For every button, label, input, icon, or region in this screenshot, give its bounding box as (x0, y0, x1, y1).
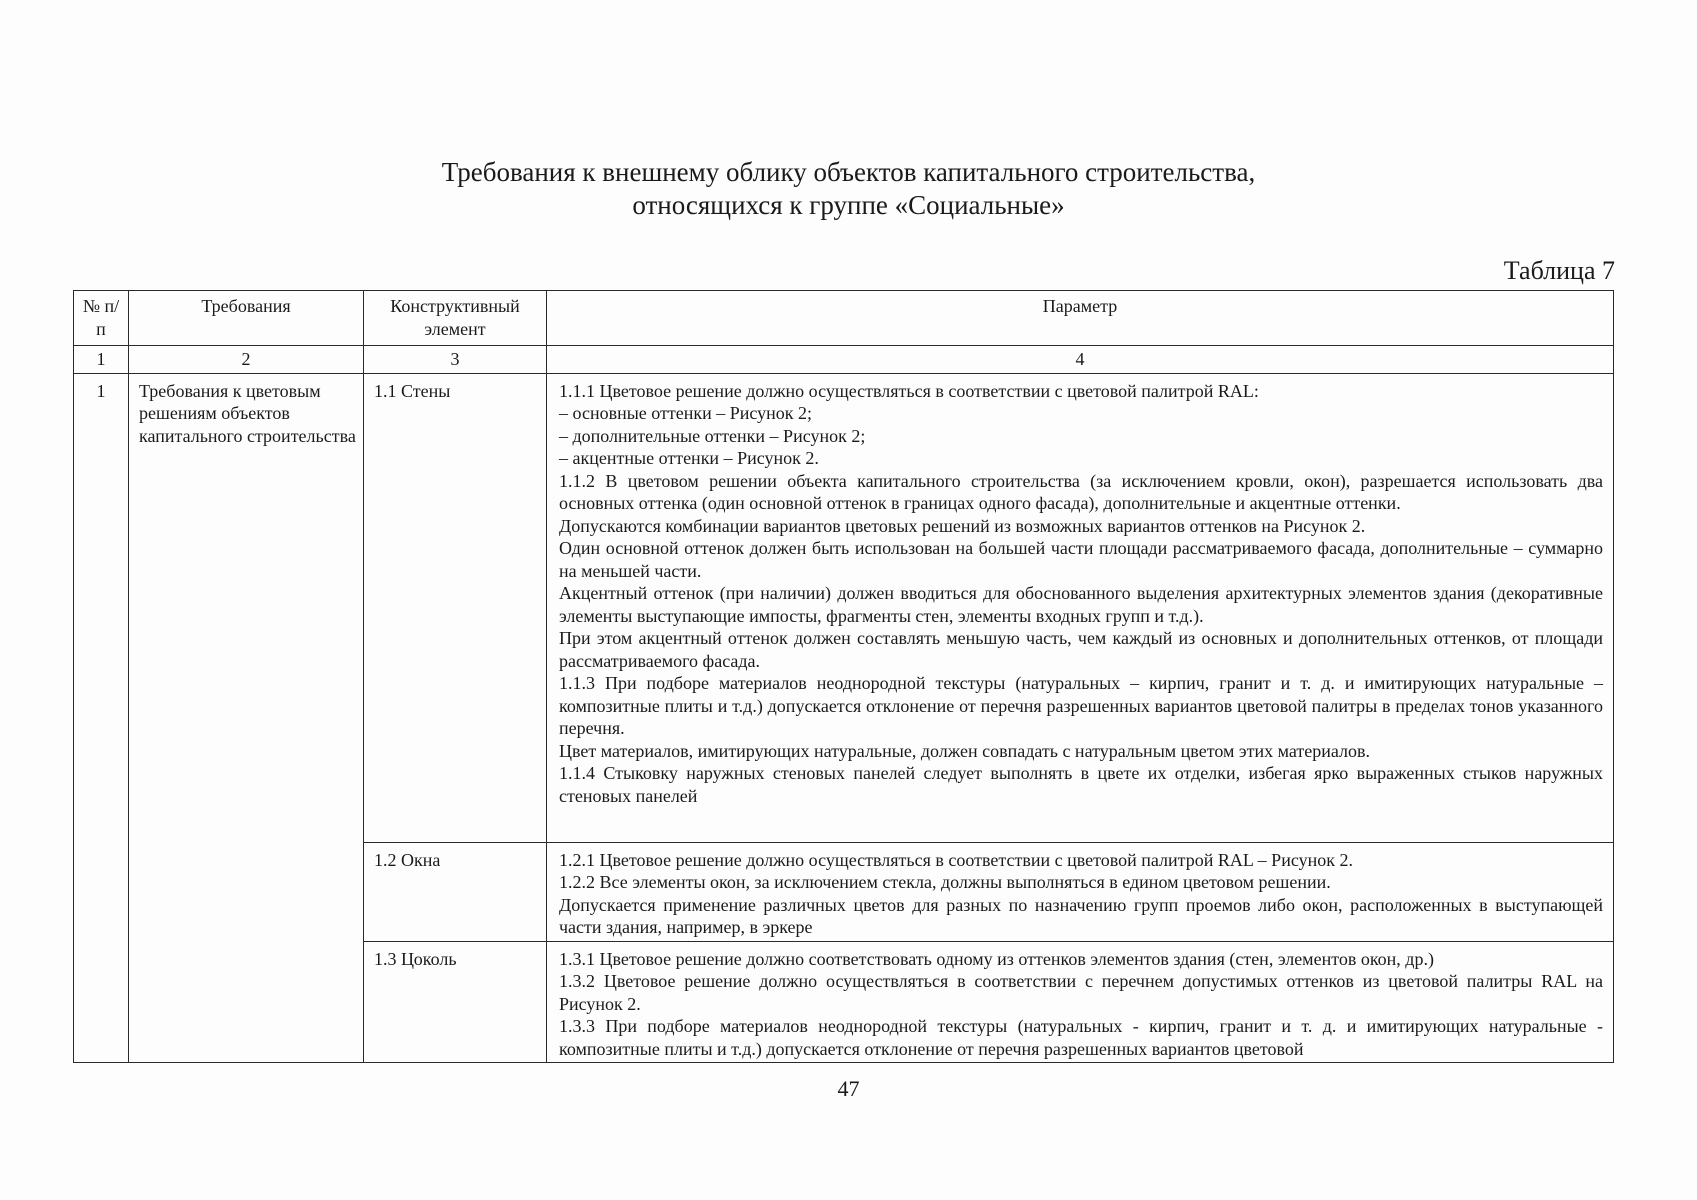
title-line-1: Требования к внешнему облику объектов капитального строительства, (441, 157, 1256, 187)
column-number: 4 (547, 346, 1614, 374)
parameter-paragraph: 1.1.2 В цветовом решении объекта капитального строительства (за исключением кровли, окон), разрешается использовать два основных оттенка (один основной оттенок в границах одного фасада), дополнительные и акцентные оттенки. (559, 470, 1603, 513)
parameter-paragraph: Один основной оттенок должен быть использован на большей части площади рассматриваемого фасада, дополнительные – суммарно на меньшей части. (559, 538, 1603, 581)
header-element: Конструктивный элемент (364, 291, 547, 346)
parameter-walls (547, 373, 1614, 842)
parameter-paragraph: Допускается применение различных цветов для разных по назначению групп проемов либо окон, расположенных в выступающей части здания, например, в эркере (559, 894, 1603, 937)
table-label: Таблица 7 (1503, 256, 1615, 285)
element-plinth: 1.3 Цоколь (364, 941, 547, 1063)
parameter-paragraph: Цвет материалов, имитирующих натуральные, должен совпадать с натуральным цветом этих материалов. (559, 740, 1371, 761)
parameter-paragraph: 1.2.1 Цветовое решение должно осуществляться в соответствии с цветовой палитрой RAL – Рисунок 2. (559, 849, 1353, 870)
table-header-row (74, 291, 1614, 346)
document-title (0, 156, 1697, 222)
parameter-paragraph: 1.1.1 Цветовое решение должно осуществляться в соответствии с цветовой палитрой RAL: (559, 380, 1259, 401)
parameter-paragraph: 1.1.4 Стыковку наружных стеновых панелей следует выполнять в цвете их отделки, избегая ярко выраженных стыков наружных стеновых панелей (559, 763, 1603, 806)
column-number-row (74, 346, 1614, 374)
column-number: 2 (129, 346, 364, 374)
parameter-paragraph: Допускаются комбинации вариантов цветовых решений из возможных вариантов оттенков на Рисунок 2. (559, 515, 1366, 536)
parameter-paragraph: – основные оттенки – Рисунок 2; (559, 403, 813, 423)
parameter-paragraph: Акцентный оттенок (при наличии) должен вводиться для обоснованного выделения архитектурных элементов здания (декоративные элементы выступающие импосты, фрагменты стен, элементы входных групп и т.д.). (559, 583, 1603, 626)
parameter-paragraph: – акцентные оттенки – Рисунок 2. (559, 448, 819, 468)
header-number: № п/п (74, 291, 129, 346)
parameter-paragraph: 1.1.3 При подборе материалов неоднородной текстуры (натуральных – кирпич, гранит и т. д. и имитирующих натуральные – композитные плиты и т.д.) допускается отклонение от перечня разрешенных вариантов цветовой палитры в пределах тонов указанного перечня. (559, 673, 1603, 738)
header-requirements: Требования (129, 291, 364, 346)
parameter-paragraph: 1.2.2 Все элементы окон, за исключением стекла, должны выполняться в едином цветовом решении. (559, 872, 1331, 892)
element-windows: 1.2 Окна (364, 842, 547, 941)
header-parameter: Параметр (547, 291, 1614, 346)
requirements-table (73, 290, 1614, 1063)
parameter-paragraph: 1.3.1 Цветовое решение должно соответствовать одному из оттенков элементов здания (стен, элементов окон, др.) (559, 948, 1434, 969)
parameter-paragraph: 1.3.2 Цветовое решение должно осуществляться в соответствии с перечнем допустимых оттенков из цветовой палитры RAL на Рисунок 2. (559, 971, 1603, 1014)
parameter-windows (547, 842, 1614, 941)
table-row (74, 373, 1614, 842)
column-number: 3 (364, 346, 547, 374)
parameter-plinth (547, 941, 1614, 1063)
element-walls: 1.1 Стены (364, 373, 547, 842)
title-line-2: относящихся к группе «Социальные» (632, 190, 1065, 220)
parameter-paragraph: 1.3.3 При подборе материалов неоднородной текстуры (натуральных - кирпич, гранит и т. д. и имитирующих натуральные - композитные плиты и т.д.) допускается отклонение от перечня разрешенных вариантов цветовой (559, 1016, 1603, 1059)
page-number: 47 (837, 1076, 860, 1101)
row-index: 1 (74, 373, 129, 1063)
parameter-paragraph: При этом акцентный оттенок должен составлять меньшую часть, чем каждый из основных и дополнительных оттенков, от площади рассматриваемого фасада. (559, 628, 1603, 671)
column-number: 1 (74, 346, 129, 374)
parameter-paragraph: – дополнительные оттенки – Рисунок 2; (559, 425, 866, 446)
row-requirement: Требования к цветовым решениям объектов капитального строительства (129, 373, 364, 1063)
